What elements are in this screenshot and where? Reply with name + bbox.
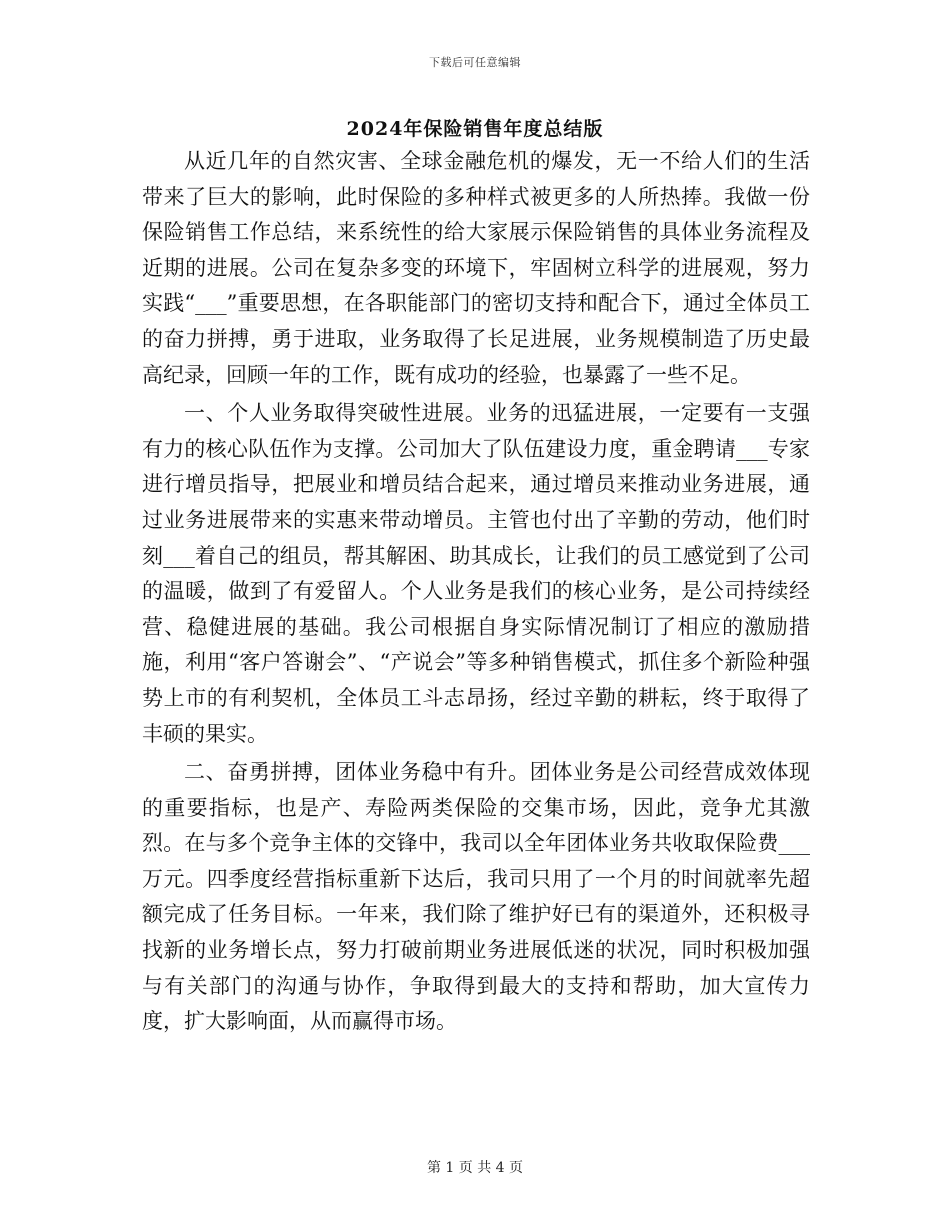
paragraph-group-business: 二、奋勇拼搏，团体业务稳中有升。团体业务是公司经营成效体现的重要指标，也是产、寿险两类保险的交集市场，因此，竞争尤其激烈。在与多个竞争主体的交锋中，我司以全年团体业务共收取保险费___万元。四季度经营指标重新下达后，我司只用了一个月的时间就率先超额完成了任务目标。一年来，我们除了维护好已有的渠道外，还积极寻找新的业务增长点，努力打破前期业务进展低迷的状况，同时积极加强与有关部门的沟通与协作，争取得到最大的支持和帮助，加大宣传力度，扩大影响面，从而赢得市场。 <box>142 760 810 1034</box>
paragraph-intro: 从近几年的自然灾害、全球金融危机的爆发，无一不给人们的生活带来了巨大的影响，此时保险的多种样式被更多的人所热捧。我做一份保险销售工作总结，来系统性的给大家展示保险销售的具体业务流程及近期的进展。公司在复杂多变的环境下，牢固树立科学的进展观，努力实践“___”重要思想，在各职能部门的密切支持和配合下，通过全体员工的奋力拼搏，勇于进取，业务取得了长足进展，业务规模制造了历史最高纪录，回顾一年的工作，既有成功的经验，也暴露了一些不足。 <box>142 149 810 387</box>
document-title: 2024年保险销售年度总结版 <box>346 118 604 140</box>
header-note: 下载后可任意编辑 <box>429 56 521 69</box>
paragraph-personal-business: 一、个人业务取得突破性进展。业务的迅猛进展，一定要有一支强有力的核心队伍作为支撑。公司加大了队伍建设力度，重金聘请___专家进行增员指导，把展业和增员结合起来，通过增员来推动业务进展，通过业务进展带来的实惠来带动增员。主管也付出了辛勤的劳动，他们时刻___着自己的组员，帮其解困、助其成长，让我们的员工感觉到了公司的温暖，做到了有爱留人。个人业务是我们的核心业务，是公司持续经营、稳健进展的基础。我公司根据自身实际情况制订了相应的激励措施，利用“客户答谢会”、“产说会”等多种销售模式，抓住多个新险种强势上市的有利契机，全体员工斗志昂扬，经过辛勤的耕耘，终于取得了丰硕的果实。 <box>142 401 810 746</box>
page-number: 第 1 页 共 4 页 <box>426 1160 524 1176</box>
document-body <box>142 144 810 1043</box>
